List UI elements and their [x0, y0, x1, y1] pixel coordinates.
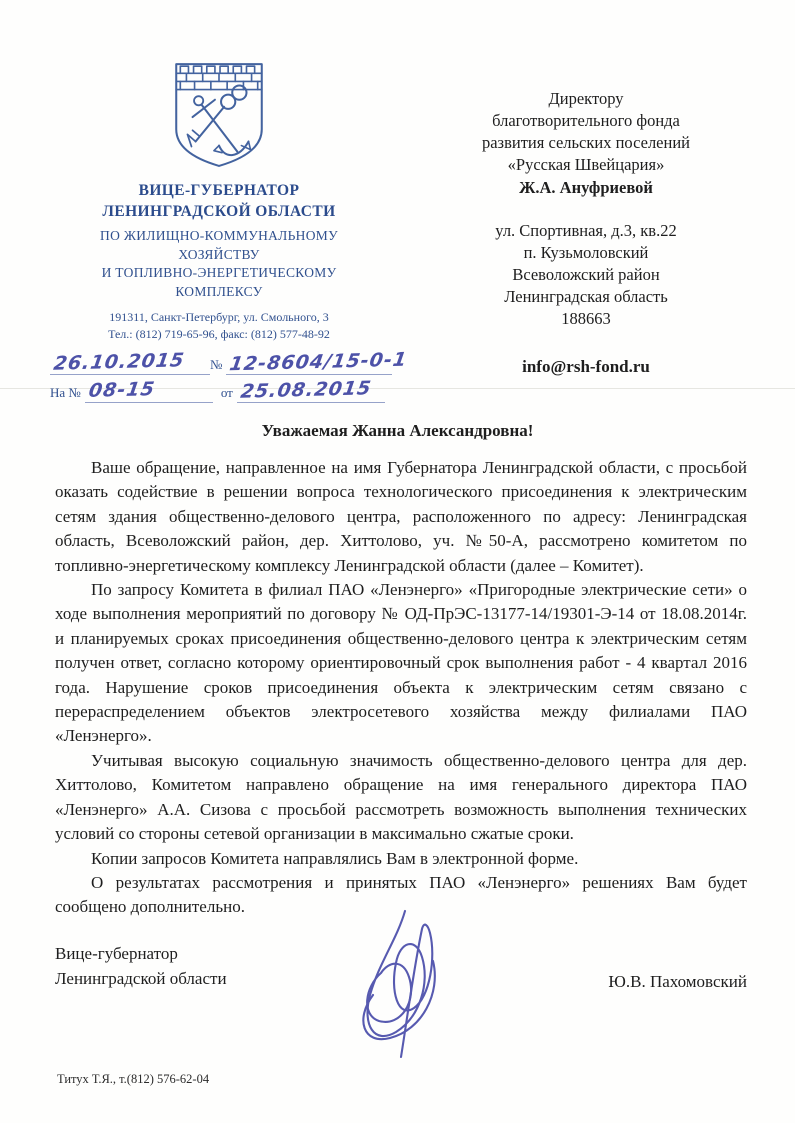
recipient-block [420, 88, 752, 378]
recipient-line: благотворительного фонда [492, 111, 680, 130]
incoming-number-value: 08-15 [87, 378, 157, 402]
body-paragraph: Ваше обращение, направленное на имя Губернатора Ленинградской области, с просьбой оказать содействие в решении вопроса технологического присоединения к электрическим сетям здания общественно-делового центра, расположенного по адресу: Ленинградская область, Всеволожский район, дер. Хиттолово, уч. №50-А, рассмотрено комитетом по топливно-энергетическому комплексу Ленинградской области (далее – Комитет). [55, 458, 747, 575]
recipient-address-line: п. Кузьмоловский [523, 243, 649, 262]
recipient-address-line: ул. Спортивная, д.3, кв.22 [495, 221, 677, 240]
letterhead-contact [38, 309, 400, 343]
letterhead-address: 191311, Санкт-Петербург, ул. Смольного, 3 [109, 310, 329, 324]
incoming-number-field [85, 379, 213, 403]
letterhead [38, 58, 410, 403]
letterhead-subtitle-line: КОМПЛЕКСУ [175, 283, 263, 299]
reference-block [38, 348, 410, 403]
number-label: № [210, 357, 223, 372]
letterhead-title-line1: ВИЦЕ-ГУБЕРНАТОР [138, 182, 300, 199]
reply-label: На № [50, 385, 81, 400]
incoming-date-field [237, 379, 385, 403]
recipient-email: info@rsh-fond.ru [522, 357, 650, 376]
recipient-line: Директору [548, 89, 624, 108]
letter-body [55, 456, 747, 920]
outgoing-number-field [226, 348, 410, 376]
letterhead-title-line2: ЛЕНИНГРАДСКОЙ ОБЛАСТИ [102, 203, 336, 220]
letterhead-subtitle-line: ПО ЖИЛИЩНО-КОММУНАЛЬНОМУ [100, 228, 338, 243]
incoming-date-value: 25.08.2015 [238, 377, 373, 403]
reference-row-incoming [50, 379, 400, 403]
recipient-line: «Русская Швейцария» [507, 155, 665, 174]
outgoing-date-value: 26.10.2015 [52, 349, 187, 375]
signature-block [55, 941, 747, 991]
letterhead-phone: Тел.: (812) 719-65-96, факс: (812) 577-48-92 [108, 327, 330, 341]
body-paragraph: По запросу Комитета в филиал ПАО «Ленэнерго» «Пригородные электрические сети» о ходе выполнения мероприятий по договору № ОД-ПрЭС-13177-14/19301-Э-14 от 18.08.2014г. и планируемых сроках присоединения общественно-делового центра к электрическим сетям получен ответ, согласно которому ориентировочный срок выполнения работ - 4 квартал 2016 года. Нарушение сроков присоединения объекта к электрическим сетям связано с перераспределением объектов электросетевого хозяйства между филиалами ПАО «Ленэнерго». [55, 580, 747, 746]
signer-position-line1: Вице-губернатор [55, 944, 178, 963]
handwritten-signature-icon [343, 905, 483, 1065]
recipient-address-line: 188663 [561, 309, 611, 328]
letterhead-subtitle [38, 227, 400, 301]
signer-position-line2: Ленинградской области [55, 969, 227, 988]
letterhead-subtitle-line: ХОЗЯЙСТВУ [178, 246, 260, 262]
signer-name: Ю.В. Пахомовский [608, 972, 747, 991]
reference-row-outgoing [50, 348, 410, 376]
recipient-address [420, 220, 752, 330]
letterhead-subtitle-line: И ТОПЛИВНО-ЭНЕРГЕТИЧЕСКОМУ [101, 265, 337, 280]
from-label: от [220, 385, 233, 400]
recipient-address-line: Ленинградская область [504, 287, 668, 306]
body-paragraph: Копии запросов Комитета направлялись Вам в электронной форме. [91, 848, 579, 868]
recipient-line: развития сельских поселений [481, 133, 690, 152]
leningrad-oblast-coat-of-arms-icon [168, 58, 270, 170]
executor-info: Титух Т.Я., т.(812) 576-62-04 [57, 1072, 210, 1086]
body-paragraph: О результатах рассмотрения и принятых ПАО «Ленэнерго» решениях Вам будет сообщено дополнительно. [55, 872, 747, 917]
body-paragraph: Учитывая высокую социальную значимость общественно-делового центра для дер. Хиттолово, Комитетом направлено обращение на имя генерального директора ПАО «Ленэнерго» А.А. Сизова с просьбой рассмотреть возможность выполнения технических условий со стороны сетевой организации в максимально сжатые сроки. [55, 750, 747, 844]
outgoing-date-field [50, 351, 210, 375]
outgoing-number-value: 12-8604/15-0-1 [228, 348, 410, 376]
salutation: Уважаемая Жанна Александровна! [261, 421, 534, 440]
recipient-name: Ж.А. Ануфриевой [519, 178, 653, 197]
recipient-address-line: Всеволожский район [512, 265, 660, 284]
